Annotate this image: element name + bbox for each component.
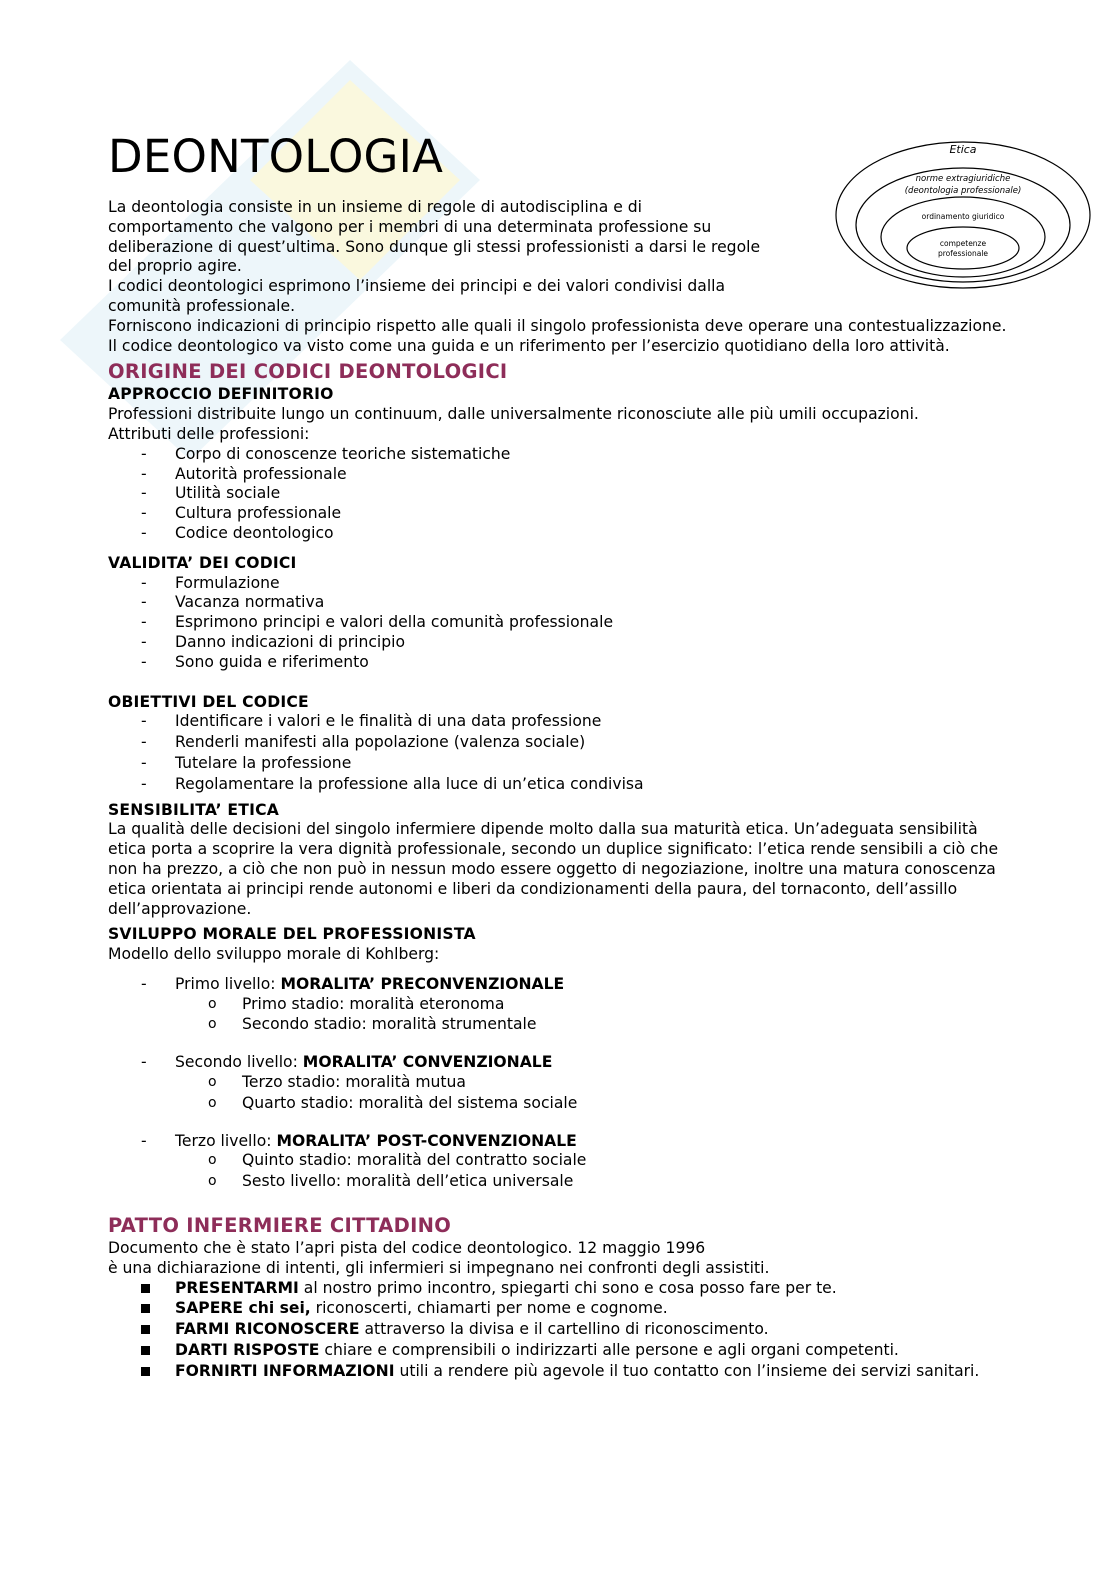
patto-item <box>108 1299 1008 1319</box>
diagram-label-norme-2: (deontologia professionale) <box>904 186 1022 196</box>
document-body <box>108 130 1008 1383</box>
list-item: - Codice deontologico <box>108 524 1008 544</box>
stage-item: o Quarto stadio: moralità del sistema sociale <box>108 1094 1008 1114</box>
intro-line: deliberazione di quest’ultima. Sono dunque gli stessi professionisti a darsi le regole <box>108 237 761 256</box>
level-label: Secondo livello: <box>175 1053 303 1072</box>
list-item: - Regolamentare la professione alla luce di un’etica condivisa <box>108 775 1008 795</box>
level-name: MORALITA’ CONVENZIONALE <box>302 1053 553 1072</box>
list-item: - Esprimono principi e valori della comunità professionale <box>108 613 1008 633</box>
heading-obiettivi: OBIETTIVI DEL CODICE <box>108 692 309 711</box>
patto-text-1: Documento che è stato l’apri pista del codice deontologico. 12 maggio 1996 <box>108 1239 706 1258</box>
intro-paragraph-3: Forniscono indicazioni di principio rispetto alle quali il singolo professionista deve operare una contestualizzazione. <box>108 316 1007 335</box>
list-item: - Autorità professionale <box>108 465 1008 485</box>
patto-item <box>108 1320 1008 1340</box>
list-item: - Corpo di conoscenze teoriche sistematiche <box>108 445 1008 465</box>
patto-item-text: riconoscerti, chiamarti per nome e cognome. <box>310 1299 668 1318</box>
heading-sviluppo: SVILUPPO MORALE DEL PROFESSIONISTA <box>108 925 476 944</box>
list-item: - Tutelare la professione <box>108 754 1008 774</box>
page-title: DEONTOLOGIA <box>108 130 444 183</box>
heading-sensibilita: SENSIBILITA’ ETICA <box>108 800 280 819</box>
patto-item <box>108 1341 1008 1361</box>
level-item <box>108 1053 1008 1073</box>
patto-item-text: attraverso la divisa e il cartellino di riconoscimento. <box>359 1320 769 1339</box>
level-name: MORALITA’ POST-CONVENZIONALE <box>276 1131 577 1150</box>
intro-line: I codici deontologici esprimono l’insieme dei principi e dei valori condivisi dalla <box>108 277 726 296</box>
level-label: Primo livello: <box>175 974 281 993</box>
patto-item-bold: PRESENTARMI <box>175 1278 299 1297</box>
level-label: Terzo livello: <box>175 1131 277 1150</box>
diagram-label-etica: Etica <box>949 143 977 156</box>
list-item: - Renderli manifesti alla popolazione (valenza sociale) <box>108 733 1008 753</box>
intro-line: comunità professionale. <box>108 296 296 315</box>
kohlberg-level-3 <box>108 1132 1008 1152</box>
patto-item-bold: DARTI RISPOSTE <box>175 1341 320 1360</box>
list-item: - Danno indicazioni di principio <box>108 633 1008 653</box>
stage-item: o Sesto livello: moralità dell’etica universale <box>108 1172 1008 1192</box>
obiettivi-list <box>108 712 1008 794</box>
stage-item: o Quinto stadio: moralità del contratto sociale <box>108 1151 1008 1171</box>
intro-line: comportamento che valgono per i membri di una determinata professione su <box>108 217 712 236</box>
level-item <box>108 1132 1008 1152</box>
list-item: - Formulazione <box>108 574 1008 594</box>
sensibilita-text: La qualità delle decisioni del singolo infermiere dipende molto dalla sua maturità etica. Un’adeguata sensibilità etica porta a scoprire la vera dignità professionale, secondo un duplice significato: l’etica rende sensibili a ciò che non ha prezzo, a ciò che non può in nessun modo essere oggetto di negoziazione, inoltre una matura conoscenza etica orientata ai principi rende autonomi e liberi da condizionamenti della paura, del tornaconto, dell’assillo dell’approvazione. <box>108 820 999 918</box>
list-item: - Cultura professionale <box>108 504 1008 524</box>
kohlberg-stages-1 <box>108 995 1008 1036</box>
diagram-label-competenze-1: competenze <box>939 239 987 248</box>
patto-item-text: utili a rendere più agevole il tuo contatto con l’insieme dei servizi sanitari. <box>394 1361 980 1380</box>
heading-origine: ORIGINE DEI CODICI DEONTOLOGICI <box>108 360 508 384</box>
level-name: MORALITA’ PRECONVENZIONALE <box>280 974 565 993</box>
sviluppo-text: Modello dello sviluppo morale di Kohlberg: <box>108 945 440 964</box>
list-item: - Sono guida e riferimento <box>108 653 1008 673</box>
approccio-text-1: Professioni distribuite lungo un continuum, dalle universalmente riconosciute alle più umili occupazioni. <box>108 405 919 424</box>
heading-validita: VALIDITA’ DEI CODICI <box>108 553 297 572</box>
diagram-label-norme-1: norme extragiuridiche <box>915 174 1011 184</box>
patto-item <box>108 1362 1008 1382</box>
patto-item-text: al nostro primo incontro, spiegarti chi sono e cosa posso fare per te. <box>298 1278 837 1297</box>
intro-paragraph-2 <box>108 277 808 317</box>
kohlberg-level-2 <box>108 1053 1008 1073</box>
kohlberg-level-1 <box>108 975 1008 995</box>
patto-item-bold: FORNIRTI INFORMAZIONI <box>175 1361 395 1380</box>
intro-paragraph-1 <box>108 198 808 277</box>
diagram-label-competenze-2: professionale <box>937 249 989 258</box>
diagram-label-ordinamento: ordinamento giuridico <box>921 212 1005 221</box>
patto-item <box>108 1279 1008 1299</box>
patto-item-text: chiare e comprensibili o indirizzarti alle persone e agli organi competenti. <box>319 1341 899 1360</box>
list-item: - Vacanza normativa <box>108 593 1008 613</box>
heading-approccio: APPROCCIO DEFINITORIO <box>108 385 334 404</box>
stage-item: o Secondo stadio: moralità strumentale <box>108 1015 1008 1035</box>
kohlberg-stages-3 <box>108 1151 1008 1192</box>
approccio-text-2: Attributi delle professioni: <box>108 424 310 443</box>
list-item: - Utilità sociale <box>108 484 1008 504</box>
approccio-list <box>108 445 1008 544</box>
list-item: - Identificare i valori e le finalità di una data professione <box>108 712 1008 732</box>
intro-line: La deontologia consiste in un insieme di regole di autodisciplina e di <box>108 198 642 216</box>
validita-list <box>108 574 1008 673</box>
intro-paragraph-4: Il codice deontologico va visto come una guida e un riferimento per l’esercizio quotidiano della loro attività. <box>108 336 950 355</box>
patto-list <box>108 1279 1008 1382</box>
level-item <box>108 975 1008 995</box>
intro-line: del proprio agire. <box>108 257 242 276</box>
kohlberg-stages-2 <box>108 1073 1008 1114</box>
patto-item-bold: FARMI RICONOSCERE <box>175 1320 360 1339</box>
heading-patto: PATTO INFERMIERE CITTADINO <box>108 1214 452 1238</box>
stage-item: o Terzo stadio: moralità mutua <box>108 1073 1008 1093</box>
patto-text-2: è una dichiarazione di intenti, gli infermieri si impegnano nei confronti degli assistiti. <box>108 1258 770 1277</box>
patto-item-bold: SAPERE chi sei, <box>175 1299 311 1318</box>
stage-item: o Primo stadio: moralità eteronoma <box>108 995 1008 1015</box>
